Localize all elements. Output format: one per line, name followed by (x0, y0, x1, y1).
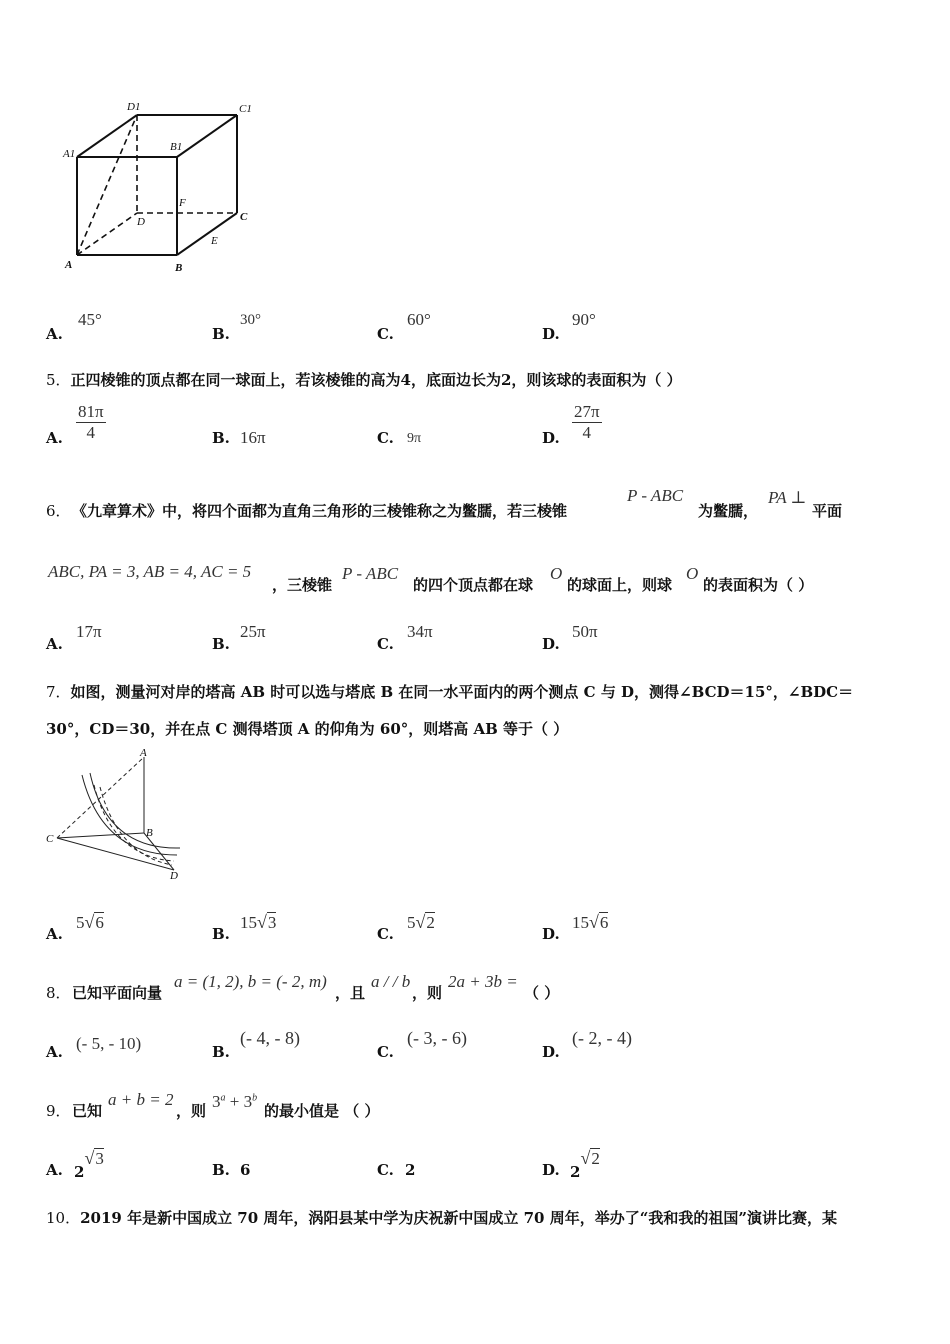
option-value: 50π (572, 622, 598, 641)
q10-stem (46, 1207, 837, 1228)
radicand: 2 (426, 913, 435, 932)
option-value (74, 1148, 104, 1181)
question-text: 的最小值是 （ ） (264, 1102, 380, 1120)
option-label: A. (46, 925, 63, 943)
math-expr: a / / b (371, 972, 411, 991)
option-value: (- 2, - 4) (572, 1028, 632, 1048)
question-text: 正四棱锥的顶点都在同一球面上，若该棱锥的高为4，底面边长为2，则该球的表面积为（ ） (70, 371, 682, 389)
label-A: A (65, 259, 73, 271)
math-expr: ABC, PA = 3, AB = 4, AC = 5 (48, 562, 252, 581)
q8-stem (46, 970, 916, 1004)
math-expr: 2a + 3b = (448, 972, 518, 991)
question-number: 6． (46, 502, 71, 520)
math-expr: O (550, 564, 563, 583)
option-value (407, 912, 435, 933)
q4-options (46, 310, 906, 346)
label-F: F (179, 197, 186, 209)
question-text: 如图，测量河对岸的塔高 AB 时可以选与塔底 B 在同一水平面内的两个测点 C 与 D，测得∠BCD＝15°，∠BDC＝ (70, 683, 854, 701)
question-text: 的四个顶点都在球 (413, 576, 534, 594)
numerator: 27π (574, 402, 600, 421)
option-label: C. (377, 635, 394, 653)
radicand: 6 (95, 913, 104, 932)
label-E: E (211, 235, 218, 247)
question-number: 5． (46, 371, 71, 389)
option-label: D. (542, 925, 560, 943)
radicand: 3 (267, 913, 277, 932)
question-text: （ ） (524, 984, 560, 1002)
option-label: A. (46, 1043, 63, 1061)
option-label: D. (542, 1043, 560, 1061)
label-A: A (140, 747, 147, 759)
label-C: C (46, 833, 54, 845)
q8-options (46, 1028, 906, 1064)
label-D: D (137, 216, 145, 228)
option-value: 6 (240, 1161, 251, 1179)
radicand: 2 (591, 1149, 600, 1168)
q9-options (46, 1146, 906, 1182)
sqrt-icon: √ (257, 912, 267, 932)
label-C: C (240, 211, 248, 223)
option-label: D. (542, 1161, 560, 1179)
coefficient: 2 (74, 1163, 85, 1181)
option-label: A. (46, 325, 63, 343)
radicand: 6 (599, 913, 609, 932)
option-label: D. (542, 635, 560, 653)
option-value: (- 3, - 6) (407, 1028, 467, 1048)
option-value (240, 912, 276, 933)
option-label: A. (46, 429, 63, 447)
math-expr: a + b = 2 (108, 1090, 174, 1109)
question-text: ，则 (176, 1102, 207, 1120)
cube-figure (55, 95, 265, 280)
question-text: 的球面上，则球 (567, 576, 673, 594)
q7-line2 (46, 718, 568, 739)
option-value: 16π (240, 428, 266, 447)
question-number: 7． (46, 683, 71, 701)
option-value: 34π (407, 622, 433, 641)
option-value: 17π (76, 622, 102, 641)
option-label: C. (377, 925, 394, 943)
q6-line2 (46, 560, 916, 600)
base: 3 (212, 1092, 221, 1111)
option-label: C. (377, 1161, 394, 1179)
option-label: B. (212, 325, 230, 343)
option-value (76, 912, 104, 933)
option-value: 45° (78, 310, 102, 329)
option-label: B. (212, 1161, 230, 1179)
option-label: B. (212, 925, 230, 943)
question-text: 《九章算术》中，将四个面都为直角三角形的三棱锥称之为鳖臑，若三棱锥 (72, 502, 568, 520)
numerator: 81π (78, 402, 104, 421)
q7-options (46, 910, 906, 946)
fraction (572, 402, 602, 443)
option-value: (- 4, - 8) (240, 1028, 300, 1048)
question-number: 9． (46, 1102, 71, 1120)
q9-stem (46, 1088, 916, 1122)
sqrt-icon: √ (580, 1148, 591, 1168)
option-value (570, 1148, 600, 1181)
coefficient: 15 (240, 913, 257, 932)
q6-line1 (46, 486, 916, 526)
label-C1: C1 (239, 103, 252, 115)
option-label: A. (46, 635, 63, 653)
math-expr: PA ⊥ (768, 488, 807, 507)
question-text: ，三棱锥 (272, 576, 333, 594)
option-value: 60° (407, 310, 431, 329)
option-label: C. (377, 1043, 394, 1061)
question-text: 为鳖臑， (698, 502, 759, 520)
label-D1: D1 (127, 101, 141, 113)
question-text: 30°，CD＝30，并在点 C 测得塔顶 A 的仰角为 60°，则塔高 AB 等于（ ） (46, 720, 569, 738)
question-text: ，且 (335, 984, 366, 1002)
question-number: 8． (46, 984, 71, 1002)
sqrt-icon: √ (84, 1148, 95, 1168)
question-text: ，则 (412, 984, 443, 1002)
label-B: B (175, 262, 183, 274)
sqrt-icon: √ (589, 912, 599, 932)
exponent: b (252, 1092, 258, 1104)
label-B: B (146, 827, 153, 839)
math-expr: P - ABC (627, 486, 684, 505)
question-text: 平面 (812, 502, 843, 520)
question-text: 已知平面向量 (72, 984, 163, 1002)
label-D: D (170, 870, 178, 882)
option-value: 90° (572, 310, 596, 329)
option-value: 25π (240, 622, 266, 641)
sqrt-icon: √ (415, 912, 426, 932)
base: 3 (243, 1092, 253, 1111)
question-number: 10． (46, 1209, 81, 1227)
option-value: (- 5, - 10) (76, 1034, 142, 1053)
option-label: C. (377, 325, 394, 343)
denominator: 4 (86, 423, 96, 442)
option-value: 9π (407, 431, 422, 446)
math-expr: O (686, 564, 699, 583)
exponent: a (220, 1092, 226, 1104)
coefficient: 5 (407, 913, 416, 932)
option-value: 2 (405, 1161, 416, 1179)
q6-options (46, 620, 906, 656)
option-label: B. (212, 635, 230, 653)
coefficient: 5 (76, 913, 85, 932)
fraction (76, 402, 106, 443)
math-expr: $3^a + 3^b$ (212, 1092, 258, 1111)
option-value: 30° (240, 312, 261, 328)
tower-figure (42, 745, 192, 885)
option-label: B. (212, 429, 230, 447)
option-label: D. (542, 325, 560, 343)
option-value (572, 912, 608, 933)
sqrt-icon: √ (84, 912, 95, 932)
q5-stem (46, 369, 682, 390)
math-expr: P - ABC (342, 564, 399, 583)
q7-line1 (46, 681, 853, 702)
math-expr: a = (1, 2), b = (- 2, m) (174, 972, 327, 991)
label-A1: A1 (63, 148, 76, 160)
radicand: 3 (95, 1149, 104, 1168)
coefficient: 15 (572, 913, 589, 932)
question-text: 2019 年是新中国成立 70 周年，涡阳县某中学为庆祝新中国成立 70 周年，举办了“我和我的祖国”演讲比赛，某 (80, 1209, 837, 1227)
question-text: 已知 (72, 1102, 103, 1120)
question-text: 的表面积为（ ） (703, 576, 814, 594)
option-label: A. (46, 1161, 63, 1179)
option-label: D. (542, 429, 560, 447)
denominator: 4 (582, 423, 592, 442)
label-B1: B1 (170, 141, 183, 153)
coefficient: 2 (570, 1163, 581, 1181)
option-label: C. (377, 429, 394, 447)
q5-options (46, 402, 906, 452)
option-label: B. (212, 1043, 230, 1061)
